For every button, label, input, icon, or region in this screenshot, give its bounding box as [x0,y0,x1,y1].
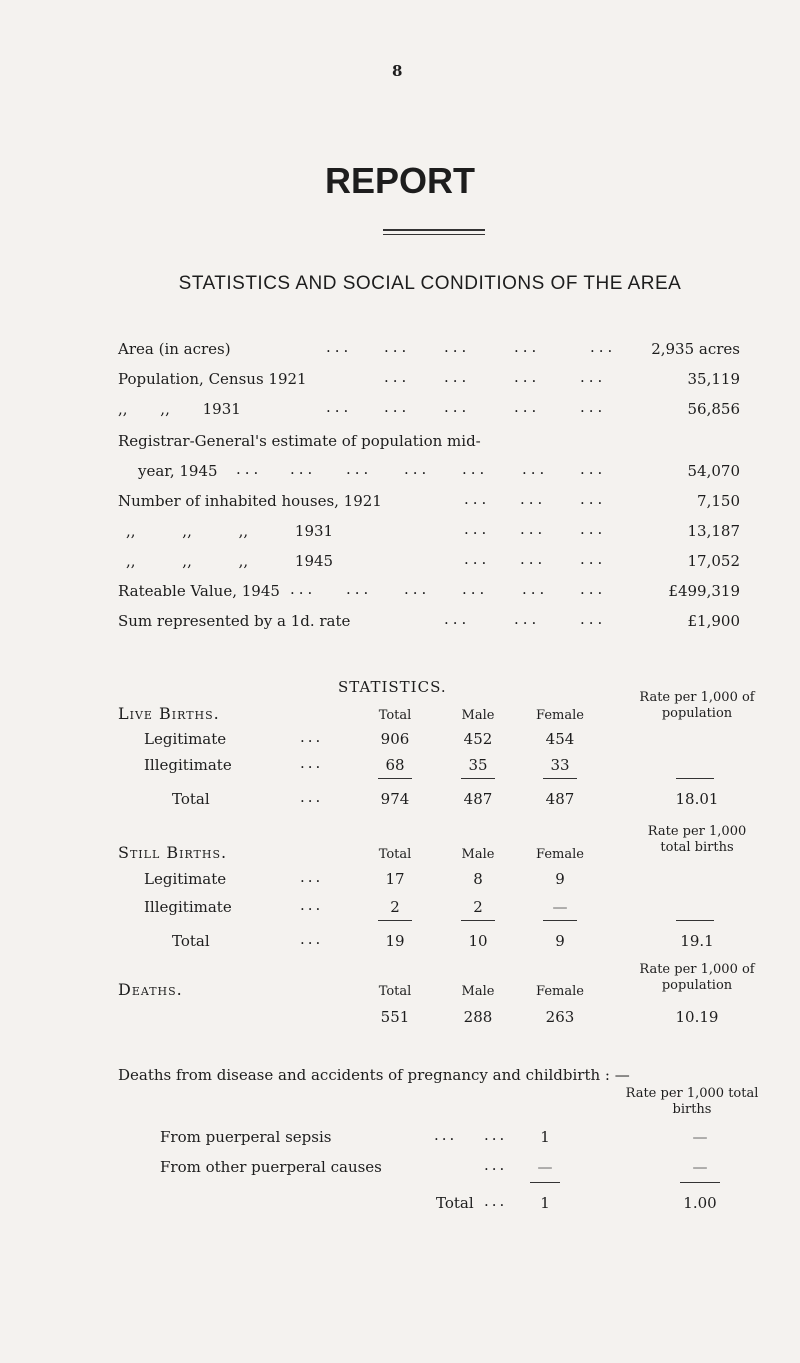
col-male: Male [461,984,495,999]
leader-dots: ... [580,520,607,538]
col-total: Total [378,847,412,862]
leader-dots: ... [384,338,411,356]
cell-count: 1 [540,1128,550,1146]
leader-dots: ... [346,460,373,478]
col-total: Total [378,984,412,999]
estimate-label: Registrar-General's estimate of population mid- [118,432,481,450]
row-label: Illegitimate [144,898,232,916]
section-heading: STATISTICS AND SOCIAL CONDITIONS OF THE AREA [178,273,682,294]
title-rule-top [383,229,485,231]
cell-count: — [537,1158,553,1176]
cell-male: 452 [463,730,493,748]
sum-rule [461,778,495,779]
leader-dots: ... [580,550,607,568]
rateable-value-label: Rateable Value, 1945 [118,582,280,600]
leader-dots: ... [580,490,607,508]
area-value: 2,935 acres [651,340,740,358]
sum-rule [676,778,714,779]
deaths-female: 263 [545,1008,575,1026]
leader-dots: ... [580,368,607,386]
total-total: 974 [380,790,410,808]
col-total: Total [378,708,412,723]
houses-1945-label: ,, ,, ,, 1945 [126,552,334,570]
cell-rate: — [692,1158,708,1176]
sum-rule [543,778,577,779]
col-female: Female [536,847,584,862]
leader-dots: ... [404,580,431,598]
maternal-intro: Deaths from disease and accidents of pregnancy and childbirth : — [118,1066,630,1084]
leader-dots: ... [384,368,411,386]
houses-1921-value: 7,150 [697,492,740,510]
total-male: 10 [468,932,488,950]
leader-dots: ... [462,460,489,478]
cell-total: 2 [390,898,400,916]
leader-dots: ... [514,368,541,386]
leader-dots: ... [484,1126,508,1144]
col-male: Male [461,708,495,723]
sum-rule [378,778,412,779]
leader-dots: ... [236,460,263,478]
deaths-male: 288 [463,1008,493,1026]
sum-rule [676,920,714,921]
row-label: Legitimate [144,870,227,888]
leader-dots: ... [484,1156,508,1174]
leader-dots: ... [580,460,607,478]
leader-dots: ... [462,580,489,598]
houses-1931-label: ,, ,, ,, 1931 [126,522,334,540]
cell-male: 2 [473,898,483,916]
statistics-heading: STATISTICS. [338,678,447,696]
live-births-heading: Live Births. [118,704,220,723]
leader-dots: ... [514,338,541,356]
row-label: From other puerperal causes [160,1158,382,1176]
leader-dots: ... [404,460,431,478]
sum-rule [378,920,412,921]
leader-dots: ... [444,338,471,356]
col-rate: Rate per 1,000 total births [647,824,747,855]
estimate-value: 54,070 [687,462,740,480]
leader-dots: ... [520,550,547,568]
birth-rate: 18.01 [675,790,719,808]
leader-dots: ... [444,368,471,386]
still-birth-rate: 19.1 [680,932,714,950]
cell-total: 68 [385,756,405,774]
leader-dots: ... [300,930,324,948]
leader-dots: ... [326,338,353,356]
leader-dots: ... [444,610,471,628]
cell-female: 454 [545,730,575,748]
cell-total: 906 [380,730,410,748]
report-title: REPORT [324,160,475,201]
cell-female: 9 [555,870,565,888]
row-label: Legitimate [144,730,227,748]
leader-dots: ... [484,1192,508,1210]
penny-rate-label: Sum represented by a 1d. rate [118,612,351,630]
col-rate: Rate per 1,000 of population [639,962,755,993]
cell-male: 8 [473,870,483,888]
total-male: 487 [463,790,493,808]
cell-female: — [552,898,568,916]
leader-dots: ... [384,398,411,416]
population-1931-value: 56,856 [687,400,740,418]
total-label: Total [172,790,210,808]
leader-dots: ... [444,398,471,416]
deaths-heading: Deaths. [118,980,183,999]
still-births-heading: Still Births. [118,843,228,862]
houses-1931-value: 13,187 [687,522,740,540]
houses-1921-label: Number of inhabited houses, 1921 [118,492,382,510]
sum-rule [530,1182,560,1183]
leader-dots: ... [520,490,547,508]
leader-dots: ... [290,460,317,478]
leader-dots: ... [580,398,607,416]
cell-male: 35 [468,756,488,774]
sum-rule [543,920,577,921]
total-label: Total [172,932,210,950]
leader-dots: ... [590,338,617,356]
cell-female: 33 [550,756,570,774]
leader-dots: ... [522,460,549,478]
leader-dots: ... [300,728,324,746]
leader-dots: ... [520,520,547,538]
total-count: 1 [540,1194,550,1212]
estimate-year-label: year, 1945 [138,462,218,480]
cell-rate: — [692,1128,708,1146]
maternal-rate: 1.00 [683,1194,717,1212]
population-1921-value: 35,119 [687,370,740,388]
page-number: 8 [392,62,403,80]
total-total: 19 [385,932,405,950]
col-female: Female [536,984,584,999]
leader-dots: ... [522,580,549,598]
leader-dots: ... [300,788,324,806]
col-female: Female [536,708,584,723]
houses-1945-value: 17,052 [687,552,740,570]
leader-dots: ... [290,580,317,598]
leader-dots: ... [434,1126,458,1144]
death-rate: 10.19 [675,1008,719,1026]
rateable-value: £499,319 [668,582,740,600]
total-label: Total [436,1194,474,1212]
row-label: Illegitimate [144,756,232,774]
leader-dots: ... [300,754,324,772]
total-female: 9 [555,932,565,950]
leader-dots: ... [346,580,373,598]
leader-dots: ... [300,868,324,886]
population-1931-label: ,, ,, 1931 [118,400,241,418]
leader-dots: ... [464,520,491,538]
leader-dots: ... [514,398,541,416]
leader-dots: ... [300,896,324,914]
leader-dots: ... [580,610,607,628]
col-rate: Rate per 1,000 of population [639,690,755,721]
col-rate: Rate per 1,000 total births [625,1086,759,1117]
population-1921-label: Population, Census 1921 [118,370,307,388]
leader-dots: ... [464,490,491,508]
area-label: Area (in acres) [118,340,231,358]
total-female: 487 [545,790,575,808]
leader-dots: ... [326,398,353,416]
title-rule-bottom [383,234,485,235]
col-male: Male [461,847,495,862]
sum-rule [680,1182,720,1183]
penny-rate-value: £1,900 [687,612,740,630]
row-label: From puerperal sepsis [160,1128,332,1146]
deaths-total: 551 [380,1008,410,1026]
sum-rule [461,920,495,921]
leader-dots: ... [464,550,491,568]
cell-total: 17 [385,870,405,888]
leader-dots: ... [514,610,541,628]
leader-dots: ... [580,580,607,598]
